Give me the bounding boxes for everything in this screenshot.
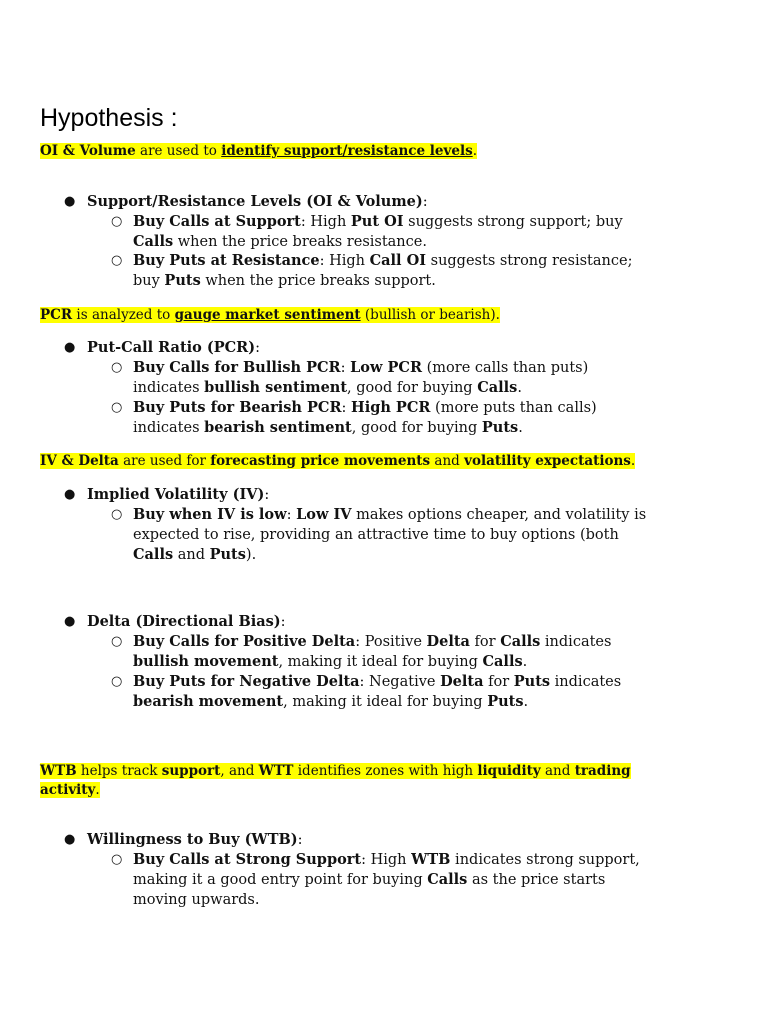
subitem-buy-calls-bullish-pcr: ○ Buy Calls for Bullish PCR: Low PCR (more calls than puts) indicates bullish sentiment, good for buying Calls. [111, 359, 589, 396]
circle-bullet-icon: ○ [111, 507, 123, 522]
page-title: Hypothesis : [40, 104, 178, 132]
circle-bullet-icon: ○ [111, 400, 123, 415]
circle-bullet-icon: ○ [111, 674, 123, 689]
bullet-support-resistance: ● Support/Resistance Levels (OI & Volume): [64, 193, 428, 210]
subitem-buy-calls-strong-support: ○ Buy Calls at Strong Support: High WTB indicates strong support, making it a good entry point for buying Calls as the price starts moving upwards. [111, 851, 640, 908]
highlight-oi-volume: OI & Volume are used to identify support/resistance levels. [40, 143, 477, 159]
bullet-icon: ● [64, 832, 76, 847]
bullet-icon: ● [64, 487, 76, 502]
circle-bullet-icon: ○ [111, 634, 123, 649]
subitem-buy-calls-positive-delta: ○ Buy Calls for Positive Delta: Positive Delta for Calls indicates bullish movement, making it ideal for buying Calls. [111, 633, 612, 670]
subitem-buy-puts-bearish-pcr: ○ Buy Puts for Bearish PCR: High PCR (more puts than calls) indicates bearish sentiment, good for buying Puts. [111, 399, 597, 436]
subitem-buy-when-iv-low: ○ Buy when IV is low: Low IV makes options cheaper, and volatility is expected to rise, providing an attractive time to buy options (both Calls and Puts). [111, 506, 647, 563]
subitem-buy-calls-support: ○ Buy Calls at Support: High Put OI suggests strong support; buy Calls when the price breaks resistance. [111, 213, 623, 250]
highlight-pcr: PCR is analyzed to gauge market sentiment (bullish or bearish). [40, 307, 500, 323]
circle-bullet-icon: ○ [111, 852, 123, 867]
bullet-implied-volatility: ● Implied Volatility (IV): [64, 486, 270, 503]
circle-bullet-icon: ○ [111, 360, 123, 375]
highlight-iv-delta: IV & Delta are used for forecasting price movements and volatility expectations. [40, 453, 636, 469]
highlight-wtb-wtt: WTB helps track support, and WTT identifies zones with high liquidity and trading activity. [40, 763, 631, 798]
bullet-pcr: ● Put-Call Ratio (PCR): [64, 339, 260, 356]
bullet-delta: ● Delta (Directional Bias): [64, 613, 286, 630]
subitem-buy-puts-resistance: ○ Buy Puts at Resistance: High Call OI suggests strong resistance; buy Puts when the price breaks support. [111, 252, 633, 289]
bullet-icon: ● [64, 194, 76, 209]
circle-bullet-icon: ○ [111, 214, 123, 229]
bullet-wtb: ● Willingness to Buy (WTB): [64, 831, 303, 848]
bullet-icon: ● [64, 340, 76, 355]
circle-bullet-icon: ○ [111, 253, 123, 268]
subitem-buy-puts-negative-delta: ○ Buy Puts for Negative Delta: Negative Delta for Puts indicates bearish movement, making it ideal for buying Puts. [111, 673, 622, 710]
bullet-icon: ● [64, 614, 76, 629]
